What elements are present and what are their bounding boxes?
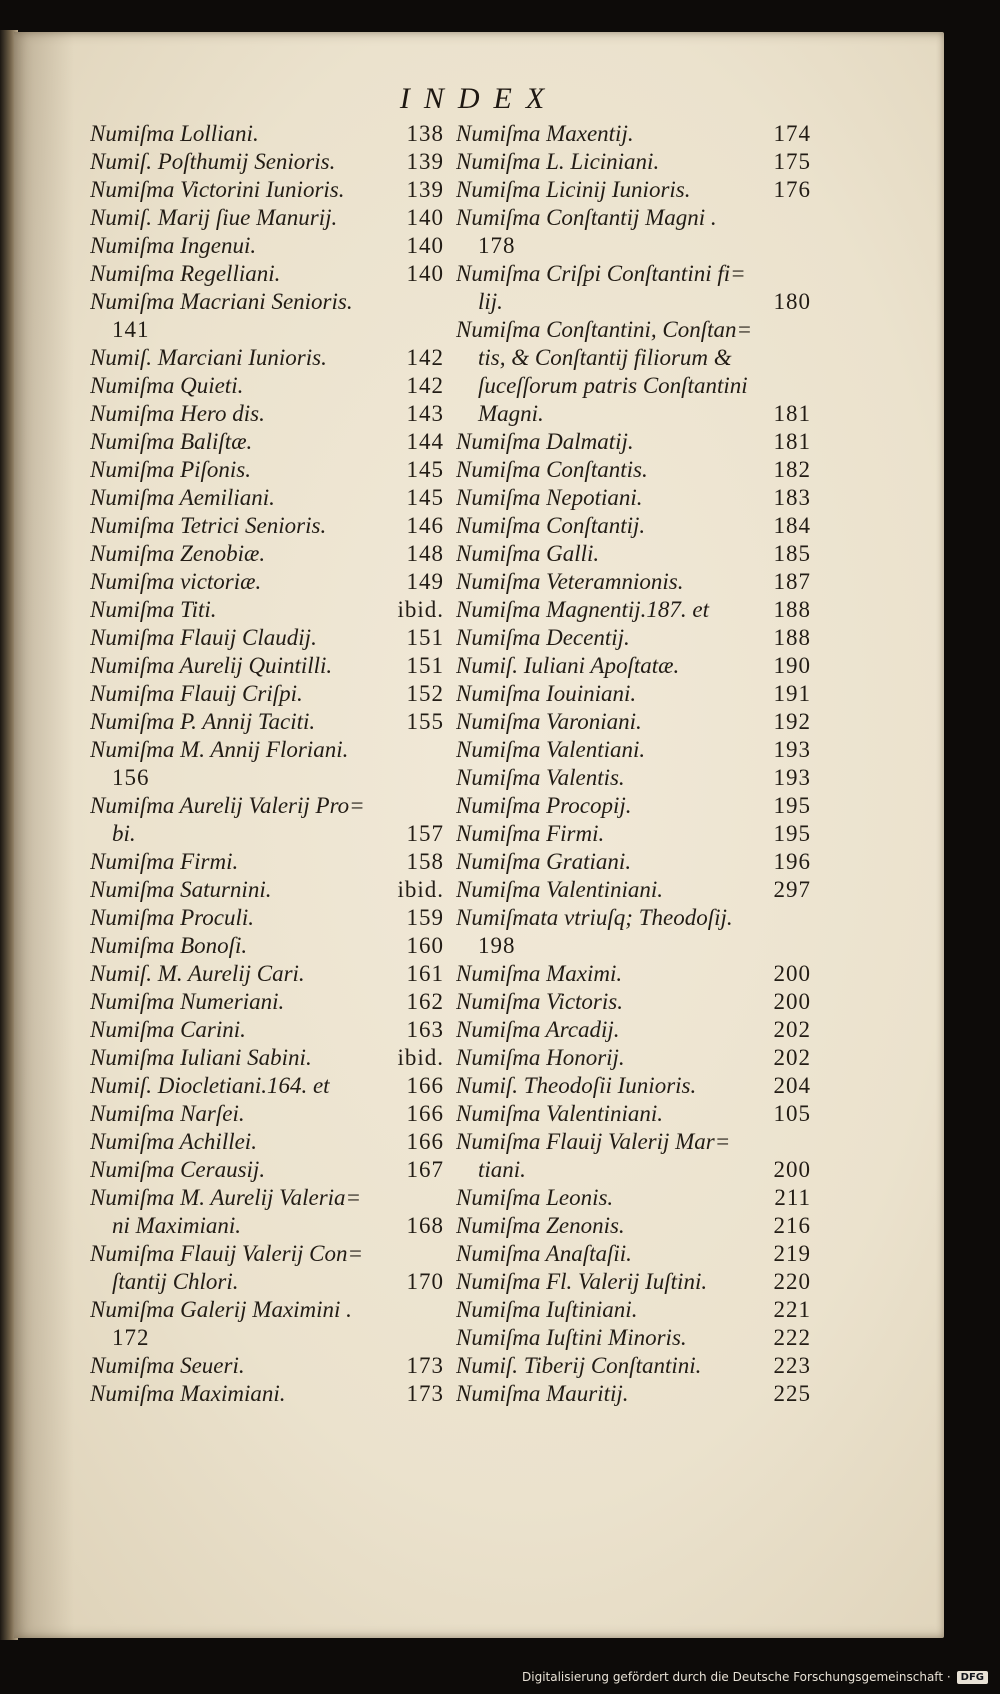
book-page xyxy=(14,32,944,1638)
index-entry xyxy=(456,316,811,428)
entry-page-number: ibid. xyxy=(397,877,444,902)
entry-page-number: 297 xyxy=(773,877,811,902)
entry-title: Numiſma Titi. xyxy=(90,597,217,622)
entry-page-number: 143 xyxy=(406,401,444,426)
index-entry xyxy=(456,820,811,848)
entry-title: Numiſma Decentij. xyxy=(456,625,630,650)
entry-page-number: 211 xyxy=(774,1185,811,1210)
index-entry xyxy=(456,484,811,512)
entry-page-number: 163 xyxy=(406,1017,444,1042)
index-entry xyxy=(456,428,811,456)
entry-page-number: 223 xyxy=(773,1353,811,1378)
entry-page-number: 181 xyxy=(773,401,811,426)
entry-title: Numiſma Firmi. xyxy=(90,849,239,874)
entry-title: Numiſ. Diocletiani.164. et xyxy=(90,1073,330,1098)
entry-title: Numiſma Cerausij. xyxy=(90,1157,266,1182)
entry-title: Numiſma Iouiniani. xyxy=(456,681,637,706)
index-entry xyxy=(456,736,811,764)
entry-page-number: 166 xyxy=(406,1073,444,1098)
entry-title: Numiſma Aurelij Quintilli. xyxy=(90,653,333,678)
entry-title: Numiſma Zenonis. xyxy=(456,1213,625,1238)
entry-title: Numiſma Iuliani Sabini. xyxy=(90,1045,312,1070)
entry-page-number: 180 xyxy=(773,289,811,314)
entry-title: Numiſma Conſtantis. xyxy=(456,457,648,482)
entry-page-number: 173 xyxy=(406,1381,444,1406)
index-entry xyxy=(456,512,811,540)
entry-title: Numiſma Flauij Criſpi. xyxy=(90,681,303,706)
entry-title: Numiſma Galli. xyxy=(456,541,600,566)
entry-page-number: 225 xyxy=(773,1381,811,1406)
entry-page-number: 162 xyxy=(406,989,444,1014)
index-entry xyxy=(90,876,444,904)
entry-page-number: 195 xyxy=(773,793,811,818)
index-entry xyxy=(90,848,444,876)
entry-page-number: 202 xyxy=(773,1045,811,1070)
entry-title: Numiſma Carini. xyxy=(90,1017,246,1042)
entry-title: Numiſma Aurelij Valerij Pro= xyxy=(90,793,365,818)
entry-page-number: 148 xyxy=(406,541,444,566)
entry-title: Numiſma Leonis. xyxy=(456,1185,614,1210)
entry-page-number: 188 xyxy=(773,625,811,650)
entry-title: Numiſma victoriæ. xyxy=(90,569,262,594)
entry-page-number: 168 xyxy=(406,1213,444,1238)
entry-page-number: 175 xyxy=(773,149,811,174)
entry-title: Numiſma Dalmatij. xyxy=(456,429,634,454)
index-entry xyxy=(90,540,444,568)
entry-page-number: 140 xyxy=(406,233,444,258)
entry-page-number: 160 xyxy=(406,933,444,958)
entry-page-number: 183 xyxy=(773,485,811,510)
entry-page-number: 144 xyxy=(406,429,444,454)
index-entry xyxy=(456,1212,811,1240)
index-entry xyxy=(456,1128,811,1184)
credit-text: Digitalisierung gefördert durch die Deutsche Forschungsgemeinschaft · xyxy=(522,1670,951,1684)
entry-page-number: 198 xyxy=(478,933,516,958)
index-entry xyxy=(456,792,811,820)
index-entry xyxy=(90,736,444,792)
gutter-shadow xyxy=(14,32,74,1638)
entry-title: Numiſma Valentiniani. xyxy=(456,877,663,902)
entry-continuation: tis, & Conſtantij filiorum & xyxy=(478,345,732,370)
entry-continuation: ni Maximiani. xyxy=(112,1213,242,1238)
entry-page-number: 155 xyxy=(406,709,444,734)
index-entry xyxy=(456,848,811,876)
index-entry xyxy=(90,344,444,372)
index-entry xyxy=(456,456,811,484)
entry-page-number: 200 xyxy=(773,989,811,1014)
entry-page-number: 185 xyxy=(773,541,811,566)
entry-title: Numiſma Victorini Iunioris. xyxy=(90,177,345,202)
entry-title: Numiſma Aemiliani. xyxy=(90,485,275,510)
entry-title: Numiſma Numeriani. xyxy=(90,989,285,1014)
entry-page-number: 196 xyxy=(773,849,811,874)
index-entry xyxy=(90,372,444,400)
index-entry xyxy=(456,708,811,736)
entry-page-number: 158 xyxy=(406,849,444,874)
entry-title: Numiſma Iuſtini Minoris. xyxy=(456,1325,687,1350)
index-entry xyxy=(90,596,444,624)
entry-title: Numiſma Seueri. xyxy=(90,1353,245,1378)
entry-title: Numiſ. Poſthumij Senioris. xyxy=(90,149,336,174)
entry-title: Numiſma Lolliani. xyxy=(90,121,259,146)
entry-page-number: 176 xyxy=(773,177,811,202)
index-entry xyxy=(90,624,444,652)
entry-title: Numiſma Proculi. xyxy=(90,905,254,930)
entry-title: Numiſma Conſtantini, Conſtan= xyxy=(456,317,753,342)
entry-page-number: 139 xyxy=(406,177,444,202)
entry-title: Numiſma Saturnini. xyxy=(90,877,272,902)
index-entry xyxy=(90,1296,444,1352)
entry-title: Numiſma Fl. Valerij Iuſtini. xyxy=(456,1269,708,1294)
dfg-logo: DFG xyxy=(957,1671,988,1684)
entry-page-number: 219 xyxy=(773,1241,811,1266)
entry-title: Numiſma Maxentij. xyxy=(456,121,634,146)
entry-title: Numiſ. Tiberij Conſtantini. xyxy=(456,1353,702,1378)
index-entry xyxy=(456,568,811,596)
entry-page-number: 105 xyxy=(773,1101,811,1126)
index-entry xyxy=(456,1324,811,1352)
entry-continuation: ſtantij Chlori. xyxy=(112,1269,239,1294)
entry-page-number: 200 xyxy=(773,1157,811,1182)
index-entry xyxy=(456,120,811,148)
index-entry xyxy=(90,988,444,1016)
entry-title: Numiſma Firmi. xyxy=(456,821,605,846)
entry-continuation: bi. xyxy=(112,821,136,846)
index-entry xyxy=(90,1156,444,1184)
entry-page-number: 188 xyxy=(773,597,811,622)
index-entry xyxy=(456,680,811,708)
index-entry xyxy=(90,1380,444,1408)
index-column-left xyxy=(90,120,444,1408)
entry-continuation: Magni. xyxy=(478,401,544,426)
entry-page-number: 187 xyxy=(773,569,811,594)
entry-title: Numiſma Flauij Claudij. xyxy=(90,625,317,650)
entry-page-number: 202 xyxy=(773,1017,811,1042)
index-entry xyxy=(456,1240,811,1268)
index-entry xyxy=(90,232,444,260)
entry-page-number: 167 xyxy=(406,1157,444,1182)
entry-title: Numiſma Licinij Iunioris. xyxy=(456,177,691,202)
entry-title: Numiſma Baliſtæ. xyxy=(90,429,253,454)
entry-title: Numiſma M. Annij Floriani. xyxy=(90,737,349,762)
entry-page-number: ibid. xyxy=(397,597,444,622)
entry-page-number: 145 xyxy=(406,485,444,510)
entry-title: Numiſ. Marciani Iunioris. xyxy=(90,345,327,370)
entry-title: Numiſma Flauij Valerij Con= xyxy=(90,1241,364,1266)
index-entry xyxy=(90,708,444,736)
entry-page-number: 159 xyxy=(406,905,444,930)
entry-continuation: lij. xyxy=(478,289,503,314)
entry-page-number: 151 xyxy=(406,625,444,650)
index-entry xyxy=(90,1072,444,1100)
entry-page-number: 142 xyxy=(406,345,444,370)
entry-page-number: 152 xyxy=(406,681,444,706)
entry-title: Numiſmata vtriuſq; Theodoſij. xyxy=(456,905,733,930)
entry-title: Numiſma Arcadij. xyxy=(456,1017,620,1042)
entry-page-number: 139 xyxy=(406,149,444,174)
page-header: INDEX xyxy=(399,82,559,115)
index-entry xyxy=(456,1072,811,1100)
entry-title: Numiſma Veteramnionis. xyxy=(456,569,684,594)
entry-title: Numiſma Zenobiæ. xyxy=(90,541,266,566)
entry-page-number: 204 xyxy=(773,1073,811,1098)
index-entry xyxy=(456,1268,811,1296)
entry-title: Numiſma L. Liciniani. xyxy=(456,149,660,174)
entry-title: Numiſma Quieti. xyxy=(90,373,244,398)
entry-page-number: 193 xyxy=(773,737,811,762)
index-entry xyxy=(90,400,444,428)
digitization-credit xyxy=(522,1670,988,1684)
entry-title: Numiſma Gratiani. xyxy=(456,849,632,874)
entry-page-number: 156 xyxy=(112,765,150,790)
entry-title: Numiſma Varoniani. xyxy=(456,709,642,734)
entry-title: Numiſma Piſonis. xyxy=(90,457,252,482)
entry-page-number: ibid. xyxy=(397,1045,444,1070)
entry-page-number: 190 xyxy=(773,653,811,678)
entry-page-number: 173 xyxy=(406,1353,444,1378)
entry-page-number: 220 xyxy=(773,1269,811,1294)
entry-page-number: 146 xyxy=(406,513,444,538)
entry-title: Numiſma Criſpi Conſtantini fi= xyxy=(456,261,746,286)
index-entry xyxy=(90,1016,444,1044)
entry-page-number: 193 xyxy=(773,765,811,790)
entry-page-number: 200 xyxy=(773,961,811,986)
entry-title: Numiſma Conſtantij. xyxy=(456,513,646,538)
index-entry xyxy=(456,1184,811,1212)
entry-page-number: 140 xyxy=(406,261,444,286)
entry-title: Numiſma Victoris. xyxy=(456,989,623,1014)
index-entry xyxy=(456,176,811,204)
entry-page-number: 184 xyxy=(773,513,811,538)
entry-title: Numiſma Mauritij. xyxy=(456,1381,629,1406)
entry-page-number: 191 xyxy=(773,681,811,706)
index-entry xyxy=(90,1184,444,1240)
index-entry xyxy=(456,596,811,624)
index-entry xyxy=(90,204,444,232)
index-entry xyxy=(456,260,811,316)
entry-title: Numiſma M. Aurelij Valeria= xyxy=(90,1185,362,1210)
index-entry xyxy=(456,1380,811,1408)
entry-title: Numiſma Magnentij.187. et xyxy=(456,597,709,622)
index-entry xyxy=(90,148,444,176)
entry-title: Numiſ. Iuliani Apoſtatæ. xyxy=(456,653,680,678)
entry-title: Numiſma Iuſtiniani. xyxy=(456,1297,638,1322)
index-entry xyxy=(90,428,444,456)
index-entry xyxy=(456,540,811,568)
index-entry xyxy=(456,1352,811,1380)
index-entry xyxy=(456,988,811,1016)
entry-title: Numiſma Valentiniani. xyxy=(456,1101,663,1126)
index-entry xyxy=(90,792,444,848)
entry-page-number: 145 xyxy=(406,457,444,482)
index-entry xyxy=(456,764,811,792)
entry-title: Numiſma Maximi. xyxy=(456,961,623,986)
entry-continuation: ſuceſſorum patris Conſtantini xyxy=(478,373,748,398)
index-entry xyxy=(90,1044,444,1072)
entry-page-number: 149 xyxy=(406,569,444,594)
index-entry xyxy=(456,1044,811,1072)
entry-title: Numiſma Anaſtaſii. xyxy=(456,1241,632,1266)
index-entry xyxy=(90,484,444,512)
index-entry xyxy=(456,1296,811,1324)
entry-page-number: 178 xyxy=(478,233,516,258)
index-entry xyxy=(90,1352,444,1380)
entry-title: Numiſma Narſei. xyxy=(90,1101,245,1126)
entry-title: Numiſma Maximiani. xyxy=(90,1381,286,1406)
entry-page-number: 192 xyxy=(773,709,811,734)
entry-page-number: 141 xyxy=(112,317,150,342)
entry-page-number: 166 xyxy=(406,1129,444,1154)
entry-title: Numiſma Valentis. xyxy=(456,765,625,790)
entry-title: Numiſma Hero dis. xyxy=(90,401,265,426)
entry-page-number: 172 xyxy=(112,1325,150,1350)
entry-title: Numiſma Galerij Maximini . xyxy=(90,1297,352,1322)
index-entry xyxy=(456,1016,811,1044)
entry-title: Numiſma Bonoſi. xyxy=(90,933,248,958)
entry-title: Numiſma Nepotiani. xyxy=(456,485,643,510)
index-entry xyxy=(90,1240,444,1296)
index-column-right xyxy=(456,120,811,1408)
entry-title: Numiſ. M. Aurelij Cari. xyxy=(90,961,305,986)
index-entry xyxy=(90,288,444,344)
entry-page-number: 166 xyxy=(406,1101,444,1126)
entry-page-number: 195 xyxy=(773,821,811,846)
index-entry xyxy=(456,876,811,904)
index-entry xyxy=(456,1100,811,1128)
entry-page-number: 182 xyxy=(773,457,811,482)
entry-title: Numiſma P. Annij Taciti. xyxy=(90,709,316,734)
index-entry xyxy=(90,1100,444,1128)
entry-title: Numiſma Achillei. xyxy=(90,1129,257,1154)
index-entry xyxy=(90,652,444,680)
index-entry xyxy=(90,260,444,288)
index-entry xyxy=(456,904,811,960)
index-entry xyxy=(90,120,444,148)
entry-page-number: 157 xyxy=(406,821,444,846)
entry-title: Numiſma Macriani Senioris. xyxy=(90,289,353,314)
index-entry xyxy=(90,456,444,484)
entry-page-number: 142 xyxy=(406,373,444,398)
entry-title: Numiſma Flauij Valerij Mar= xyxy=(456,1129,731,1154)
entry-title: Numiſma Ingenui. xyxy=(90,233,257,258)
index-entry xyxy=(456,624,811,652)
entry-page-number: 216 xyxy=(773,1213,811,1238)
index-entry xyxy=(90,568,444,596)
index-entry xyxy=(90,932,444,960)
index-entry xyxy=(90,512,444,540)
index-entry xyxy=(90,680,444,708)
entry-title: Numiſ. Marij ſiue Manurij. xyxy=(90,205,338,230)
entry-page-number: 181 xyxy=(773,429,811,454)
index-entry xyxy=(456,148,811,176)
entry-page-number: 221 xyxy=(773,1297,811,1322)
entry-page-number: 174 xyxy=(773,121,811,146)
entry-title: Numiſma Conſtantij Magni . xyxy=(456,205,717,230)
entry-title: Numiſma Regelliani. xyxy=(90,261,281,286)
entry-page-number: 151 xyxy=(406,653,444,678)
index-entry xyxy=(456,960,811,988)
index-entry xyxy=(90,904,444,932)
entry-title: Numiſma Honorij. xyxy=(456,1045,625,1070)
entry-page-number: 222 xyxy=(773,1325,811,1350)
entry-page-number: 170 xyxy=(406,1269,444,1294)
entry-page-number: 138 xyxy=(406,121,444,146)
index-entry xyxy=(90,960,444,988)
index-entry xyxy=(456,204,811,260)
index-entry xyxy=(90,176,444,204)
entry-title: Numiſma Tetrici Senioris. xyxy=(90,513,327,538)
index-entry xyxy=(456,652,811,680)
entry-title: Numiſma Valentiani. xyxy=(456,737,646,762)
entry-continuation: tiani. xyxy=(478,1157,526,1182)
entry-page-number: 140 xyxy=(406,205,444,230)
entry-page-number: 161 xyxy=(406,961,444,986)
index-entry xyxy=(90,1128,444,1156)
entry-title: Numiſ. Theodoſii Iunioris. xyxy=(456,1073,697,1098)
entry-title: Numiſma Procopij. xyxy=(456,793,632,818)
